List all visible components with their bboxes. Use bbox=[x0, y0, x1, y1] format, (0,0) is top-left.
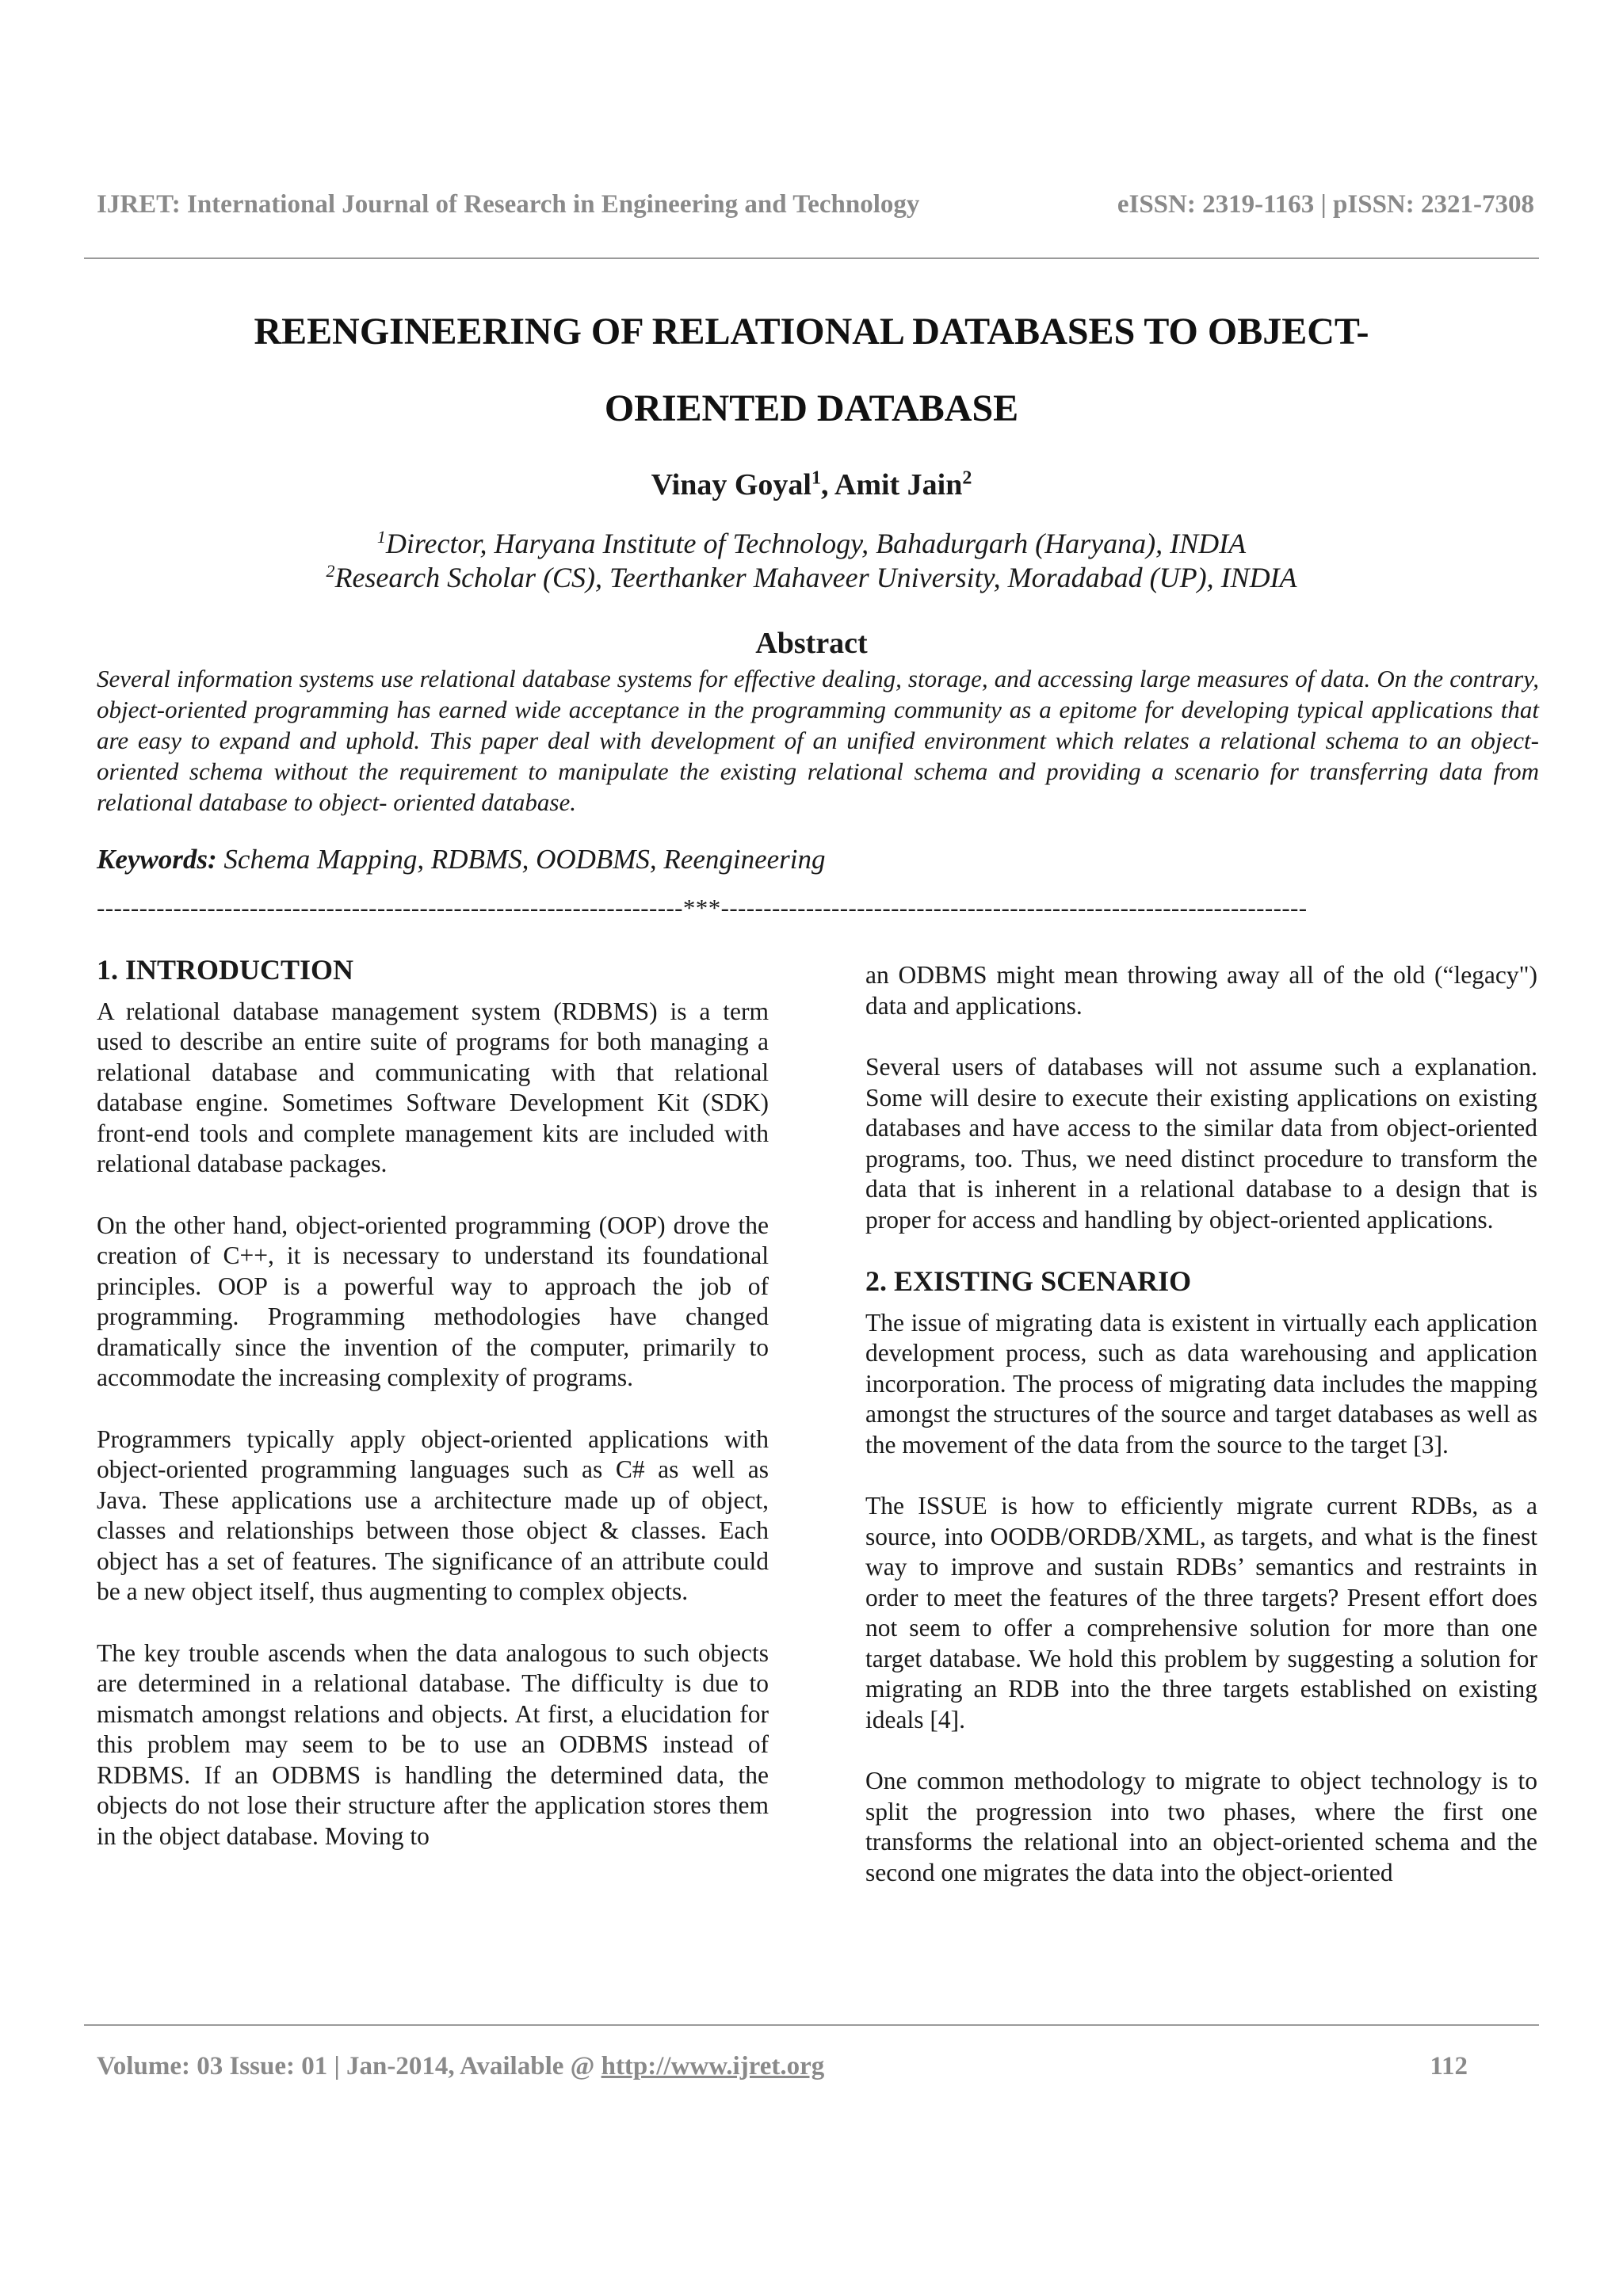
section-heading-introduction: 1. INTRODUCTION bbox=[97, 954, 354, 986]
page-number: 112 bbox=[1430, 2052, 1468, 2081]
page-footer bbox=[97, 2052, 1468, 2081]
section-heading-existing-scenario: 2. EXISTING SCENARIO bbox=[865, 1265, 1192, 1297]
volume-info: Volume: 03 Issue: 01 | Jan-2014, Available @ bbox=[97, 2052, 595, 2081]
author-name: Amit Jain bbox=[834, 468, 963, 502]
author-list: Vinay Goyal$^1$, Amit Jain$^2$ bbox=[651, 467, 972, 502]
paragraph: The key trouble ascends when the data analogous to such objects are determined in a relational database. The difficulty is due to mismatch amongst relations and objects. At first, a elucidation for this problem may seem to be to use an ODBMS instead of RDBMS. If an ODBMS is handling the determined data, the objects do not lose their structure after the application stores them in the object database. Moving to bbox=[97, 1638, 769, 1850]
keywords-text: Schema Mapping, RDBMS, OODBMS, Reengineering bbox=[223, 844, 826, 875]
affiliation-text: Director, Haryana Institute of Technology, Bahadurgarh (Haryana), INDIA bbox=[385, 528, 1247, 559]
paragraph: A relational database management system (RDBMS) is a term used to describe an entire suite of programs for both managing a relational database and communicating with that relational database engine. Sometimes Software Development Kit (SDK) front-end tools and complete management kits are included with relational database packages. bbox=[97, 997, 769, 1177]
keywords bbox=[97, 844, 1539, 875]
right-column bbox=[865, 960, 1537, 1919]
keywords-label: Keywords: bbox=[97, 844, 217, 875]
affiliation-1 bbox=[0, 527, 1623, 560]
running-header bbox=[97, 190, 1534, 219]
title-line-2: ORIENTED DATABASE bbox=[604, 387, 1019, 429]
journal-link[interactable]: http://www.ijret.org bbox=[601, 2052, 825, 2081]
affiliation-2 bbox=[0, 561, 1623, 594]
abstract-text: Several information systems use relational database systems for effective dealing, storage, and accessing large measures of data. On the contrary, object-oriented programming has earned wide acceptance in the programming community as a epitome for developing typical applications that are easy to expand and uphold. This paper deal with development of an unified environment which relates a relational schema to an object-oriented schema without the requirement to manipulate the existing relational schema and providing a scenario for transferring data from relational database to object- oriented database. bbox=[97, 665, 1539, 816]
abstract-heading: Abstract bbox=[755, 627, 868, 660]
paragraph: On the other hand, object-oriented programming (OOP) drove the creation of C++, it is necessary to understand its foundational principles. OOP is a powerful way to approach the job of programming. Programming methodologies have changed dramatically since the invention of the computer, primarily to accommodate the increasing complexity of programs. bbox=[97, 1211, 769, 1391]
author-mark: 2 bbox=[962, 467, 972, 489]
author-mark: 1 bbox=[811, 467, 821, 489]
journal-name: IJRET: International Journal of Research in Engineering and Technology bbox=[97, 190, 920, 219]
title-line-1: REENGINEERING OF RELATIONAL DATABASES TO OBJECT- bbox=[254, 311, 1369, 353]
paragraph: One common methodology to migrate to object technology is to split the progression into two phases, where the first one transforms the relational into an object-oriented schema and the second one migrates the data into the object-oriented bbox=[865, 1767, 1537, 1886]
paragraph: an ODBMS might mean throwing away all of the old (“legacy") data and applications. bbox=[865, 961, 1537, 1020]
paragraph: The issue of migrating data is existent in virtually each application development process, such as data warehousing and application incorporation. The process of migrating data includes the mapping amongst the structures of the source and target databases as well as the movement of the data from the source to the target [3]. bbox=[865, 1308, 1537, 1459]
paper-title bbox=[127, 293, 1496, 447]
author-name: Vinay Goyal bbox=[651, 468, 812, 502]
affiliation-mark: 2 bbox=[326, 561, 335, 581]
affiliation-mark: 1 bbox=[376, 527, 386, 547]
left-column bbox=[97, 955, 769, 1882]
issn-info: eISSN: 2319-1163 | pISSN: 2321-7308 bbox=[1117, 190, 1534, 219]
paragraph: The ISSUE is how to efficiently migrate current RDBs, as a source, into OODB/ORDB/XML, as targets, and what is the finest way to improve and sustain RDBs’ semantics and restraints in order to meet the features of the three targets? Present effort does not seem to offer a comprehensive solution for more than one target database. We hold this problem by suggesting a solution for migrating an RDB into the three targets established on existing ideals [4]. bbox=[865, 1492, 1537, 1733]
header-divider bbox=[84, 257, 1539, 259]
footer-divider bbox=[84, 2024, 1539, 2026]
paragraph: Programmers typically apply object-oriented applications with object-oriented programming languages such as C# as well as Java. These applications use a architecture made up of object, classes and relationships between those object & classes. Each object has a set of features. The significance of an attribute could be a new object itself, thus augmenting to complex objects. bbox=[97, 1425, 769, 1605]
affiliation-text: Research Scholar (CS), Teerthanker Mahaveer University, Moradabad (UP), INDIA bbox=[334, 562, 1297, 593]
section-separator: ---------------------------------------------------------------------***--------------------------------------------------------------------- bbox=[97, 894, 1308, 921]
paragraph: Several users of databases will not assume such a explanation. Some will desire to execute their existing applications on existing databases and have access to the similar data from object-oriented programs, too. Thus, we need distinct procedure to transform the data that is inherent in a relational database to a design that is proper for access and handling by object-oriented applications. bbox=[865, 1053, 1537, 1234]
